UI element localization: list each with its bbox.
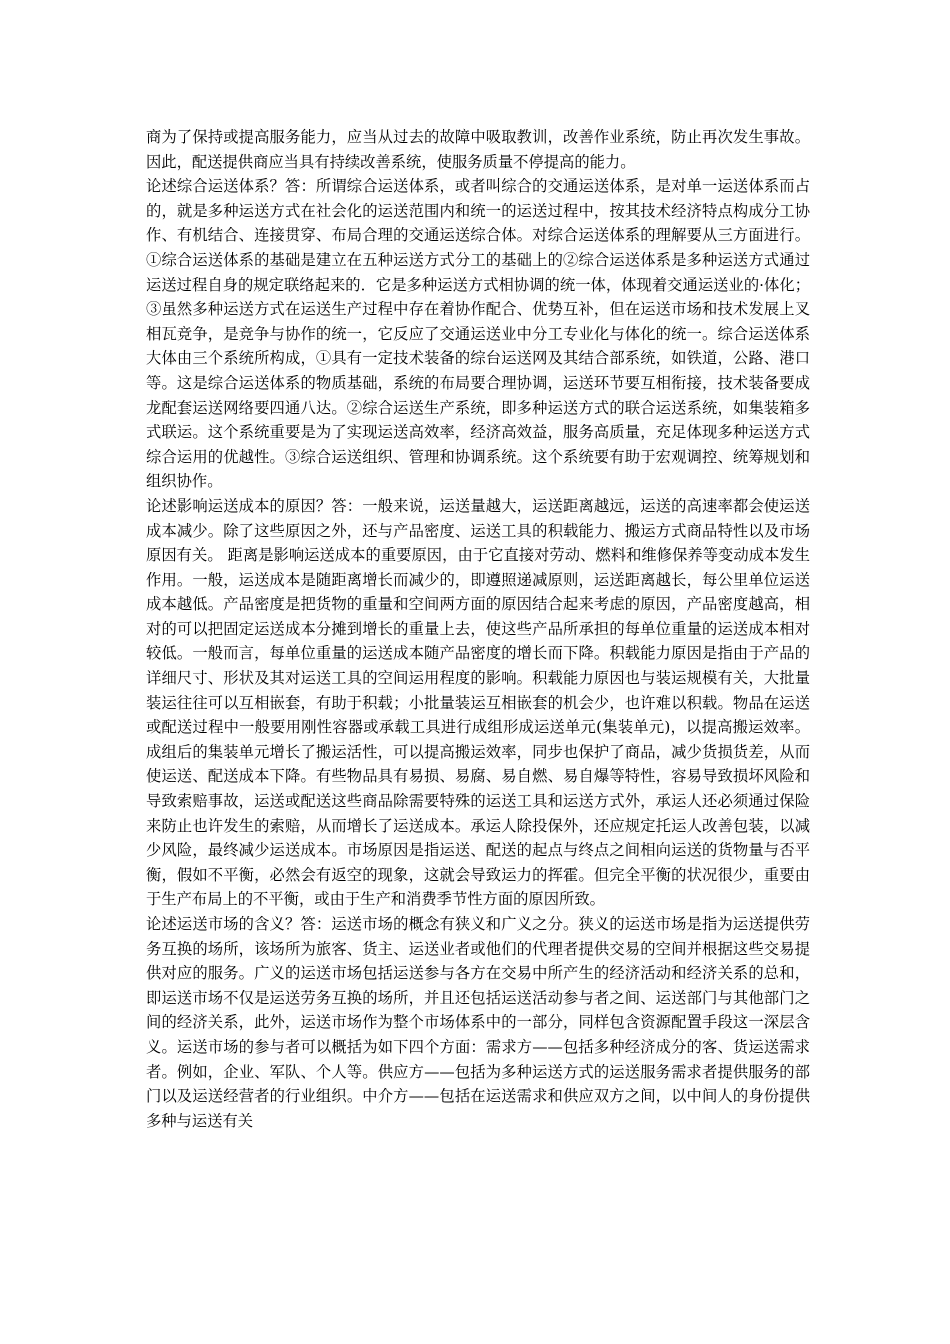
paragraph-transport-cost-factors: 论述影响运送成本的原因？答：一般来说，运送量越大，运送距离越远，运送的高速率都会使运送成本减少。除了这些原因之外，还与产品密度、运送工具的积载能力、搬运方式商品特性以及市场原因有关。 距离是影响运送成本的重要原因，由于它直接对劳动、燃料和维修保养等变动成本发生作用。一般，运送成本是随距离增长而减少的，即遵照递减原则，运送距离越长，每公里单位运送成本越低。产品密度是把货物的重量和空间两方面的原因结合起来考虑的原因，产品密度越高，相对的可以把固定运送成本分摊到增长的重量上去，使这些产品所承担的每单位重量的运送成本相对较低。一般而言，每单位重量的运送成本随产品密度的增长而下降。积载能力原因是指由于产品的详细尺寸、形状及其对运送工具的空间运用程度的影响。积载能力原因也与装运规模有关，大批量装运往往可以互相嵌套，有助于积载；小批量装运互相嵌套的机会少，也许难以积载。物品在运送或配送过程中一般要用刚性容器或承载工具进行成组形成运送单元(集装单元)，以提高搬运效率。成组后的集装单元增长了搬运活性，可以提高搬运效率，同步也保护了商品，减少货损货差，从而使运送、配送成本下降。有些物品具有易损、易腐、易自燃、易自爆等特性，容易导致损坏风险和导致索赔事故，运送或配送这些商品除需要特殊的运送工具和运送方式外，承运人还必须通过保险来防止也许发生的索赔，从而增长了运送成本。承运人除投保外，还应规定托运人改善包装，以减少风险，最终减少运送成本。市场原因是指运送、配送的起点与终点之间相向运送的货物量与否平衡，假如不平衡，必然会有返空的现象，这就会导致运力的挥霍。但完全平衡的状况很少，重要由于生产布局上的不平衡，或由于生产和消费季节性方面的原因所致。 bbox=[146, 496, 810, 909]
paragraph-integrated-transport-system: 论述综合运送体系？答：所谓综合运送体系，或者叫综合的交通运送体系，是对单一运送体系而占的，就是多种运送方式在社会化的运送范围内和统一的运送过程中，按其技术经济特点构成分工协作、有机结合、连接贯穿、布局合理的交通运送综合体。对综合运送体系的理解要从三方面进行。①综合运送体系的基础是建立在五种运送方式分工的基础上的②综合运送体系是多种运送方式通过运送过程自身的规定联络起来的．它是多种运送方式相协调的统一体，体现着交通运送业的·体化；③虽然多种运送方式在运送生产过程中存在着协作配合、优势互补，但在运送市场和技术发展上叉相瓦竞争，是竞争与协作的统一，它反应了交通运送业中分工专业化与体化的统一。综合运送体系大体由三个系统所构成，①具有一定技术装备的综台运送网及其结合部系统，如铁道，公路、港口等。这是综合运送体系的物质基础，系统的布局要合理协调，运送环节要互相衔接，技术装备要成龙配套运送网络要四通八达。②综合运送生产系统，即多种运送方式的联合运送系统，如集装箱多式联运。这个系统重要是为了实现运送高效率，经济高效益，服务高质量，充足体现多种运送方式综合运用的优越性。③综合运送组织、管理和协调系统。这个系统要有助于宏观调控、统筹规划和组织协作。 bbox=[146, 177, 810, 491]
document-body bbox=[146, 125, 810, 1133]
paragraph-transport-market-meaning: 论述运送市场的含义？答：运送市场的概念有狭义和广义之分。狭义的运送市场是指为运送提供劳务互换的场所，该场所为旅客、货主、运送业者或他们的代理者提供交易的空间并根据这些交易提供对应的服务。广义的运送市场包括运送参与各方在交易中所产生的经济活动和经济关系的总和，即运送市场不仅是运送劳务互换的场所，并且还包括运送活动参与者之间、运送部门与其他部门之间的经济关系，此外，运送市场作为整个市场体系中的一部分，同样包含资源配置手段这一深层含义。运送市场的参与者可以概括为如下四个方面：需求方——包括多种经济成分的客、货运送需求者。例如，企业、军队、个人等。供应方——包括为多种运送方式的运送服务需求者提供服务的部门以及运送经营者的行业组织。中介方——包括在运送需求和供应双方之间，以中间人的身份提供多种与运送有关 bbox=[146, 915, 810, 1130]
paragraph-service-improvement: 商为了保持或提高服务能力，应当从过去的故障中吸取教训，改善作业系统，防止再次发生事故。因此，配送提供商应当具有持续改善系统，使服务质量不停提高的能力。 bbox=[146, 128, 810, 171]
